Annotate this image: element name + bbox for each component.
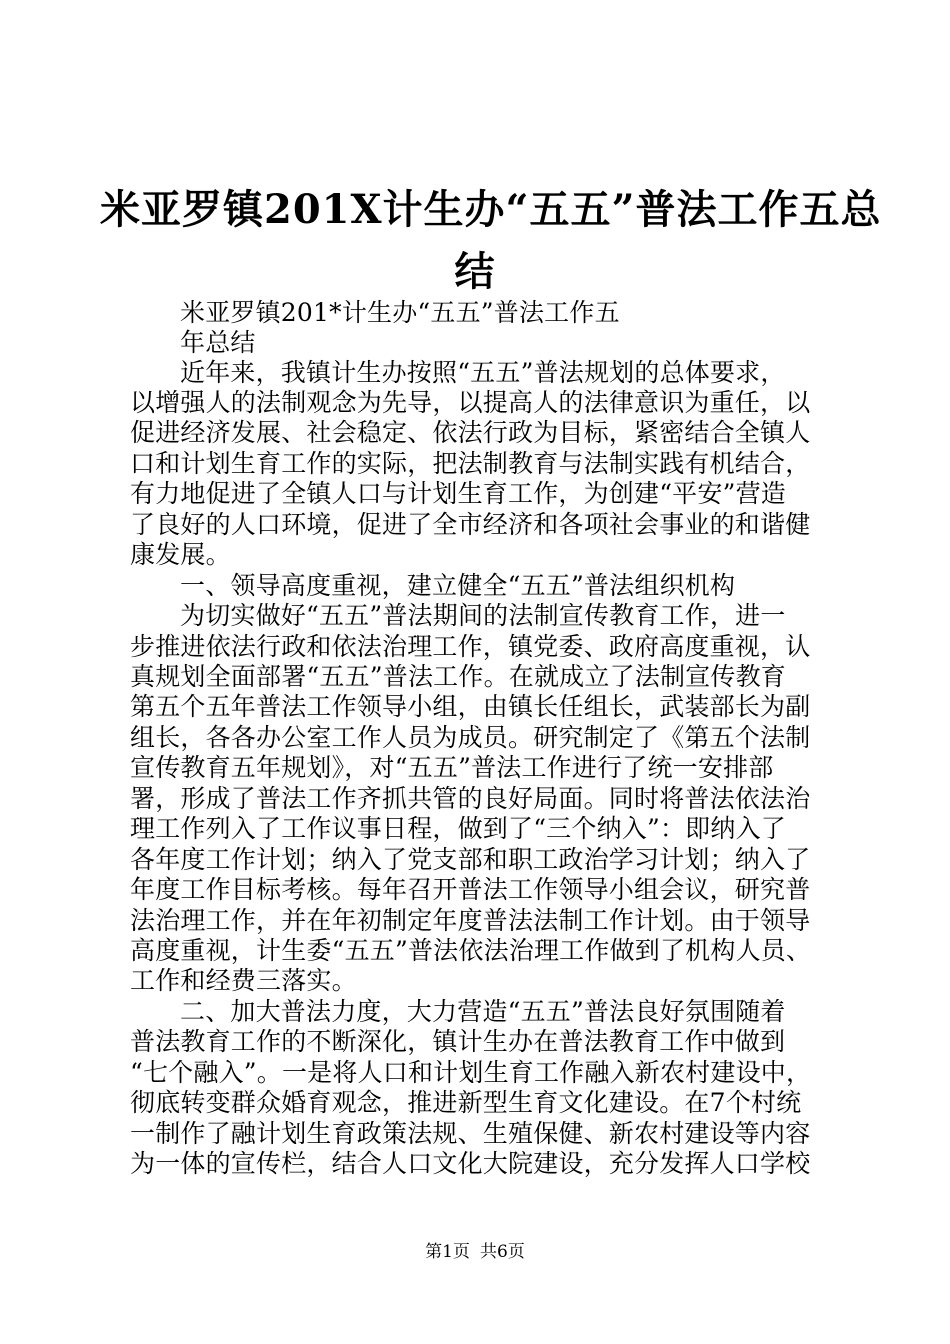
section-heading: 二、加大普法力度，大力营造“五五”普法良好氛围随着 <box>180 997 786 1026</box>
paragraph-line: 为切实做好“五五”普法期间的法制宣传教育工作，进一 <box>180 601 786 630</box>
paragraph-line: 第五个五年普法工作领导小组，由镇长任组长，武装部长为副 <box>130 692 811 721</box>
paragraph-line: 组长，各各办公室工作人员为成员。研究制定了《第五个法制 <box>130 723 811 752</box>
subtitle-line: 年总结 <box>180 328 256 357</box>
document-title-line-1: 米亚罗镇201X计生办“五五”普法工作五总 <box>100 186 882 233</box>
paragraph-line: 法治理工作，并在年初制定年度普法法制工作计划。由于领导 <box>130 906 811 935</box>
document-title-line-2: 结 <box>454 248 496 295</box>
paragraph-line: 彻底转变群众婚育观念，推进新型生育文化建设。在7个村统 <box>130 1088 802 1117</box>
paragraph-line: 理工作列入了工作议事日程，做到了“三个纳入”：即纳入了 <box>130 814 786 843</box>
subtitle-line: 米亚罗镇201*计生办“五五”普法工作五 <box>180 298 620 327</box>
paragraph-line: 有力地促进了全镇人口与计划生育工作，为创建“平安”营造 <box>130 479 786 508</box>
paragraph-line: 口和计划生育工作的实际，把法制教育与法制实践有机结合， <box>130 449 811 478</box>
paragraph-line: 真规划全面部署“五五”普法工作。在就成立了法制宣传教育 <box>130 662 786 691</box>
paragraph-line: 步推进依法行政和依法治理工作，镇党委、政府高度重视，认 <box>130 632 811 661</box>
paragraph-line: 一制作了融计划生育政策法规、生殖保健、新农村建设等内容 <box>130 1119 811 1148</box>
page-number: 第1页 <box>425 1242 470 1262</box>
paragraph-line: 康发展。 <box>130 540 231 569</box>
paragraph-line: 高度重视，计生委“五五”普法依法治理工作做到了机构人员、 <box>130 936 812 965</box>
paragraph-line: “七个融入”。一是将人口和计划生育工作融入新农村建设中， <box>130 1058 812 1087</box>
paragraph-line: 近年来，我镇计生办按照“五五”普法规划的总体要求， <box>180 358 786 387</box>
paragraph-line: 工作和经费三落实。 <box>130 966 357 995</box>
page-total: 共6页 <box>480 1242 525 1262</box>
paragraph-line: 为一体的宣传栏，结合人口文化大院建设，充分发挥人口学校 <box>130 1149 811 1178</box>
paragraph-line: 宣传教育五年规划》，对“五五”普法工作进行了统一安排部 <box>130 753 774 782</box>
page-footer <box>0 1241 950 1263</box>
paragraph-line: 各年度工作计划；纳入了党支部和职工政治学习计划；纳入了 <box>130 845 811 874</box>
paragraph-line: 年度工作目标考核。每年召开普法工作领导小组会议，研究普 <box>130 875 811 904</box>
paragraph-line: 署，形成了普法工作齐抓共管的良好局面。同时将普法依法治 <box>130 784 811 813</box>
paragraph-line: 普法教育工作的不断深化，镇计生办在普法教育工作中做到 <box>130 1027 786 1056</box>
paragraph-line: 以增强人的法制观念为先导，以提高人的法律意识为重任，以 <box>130 388 811 417</box>
section-heading: 一、领导高度重视，建立健全“五五”普法组织机构 <box>180 571 736 600</box>
paragraph-line: 促进经济发展、社会稳定、依法行政为目标，紧密结合全镇人 <box>130 418 811 447</box>
paragraph-line: 了良好的人口环境，促进了全市经济和各项社会事业的和谐健 <box>130 510 811 539</box>
